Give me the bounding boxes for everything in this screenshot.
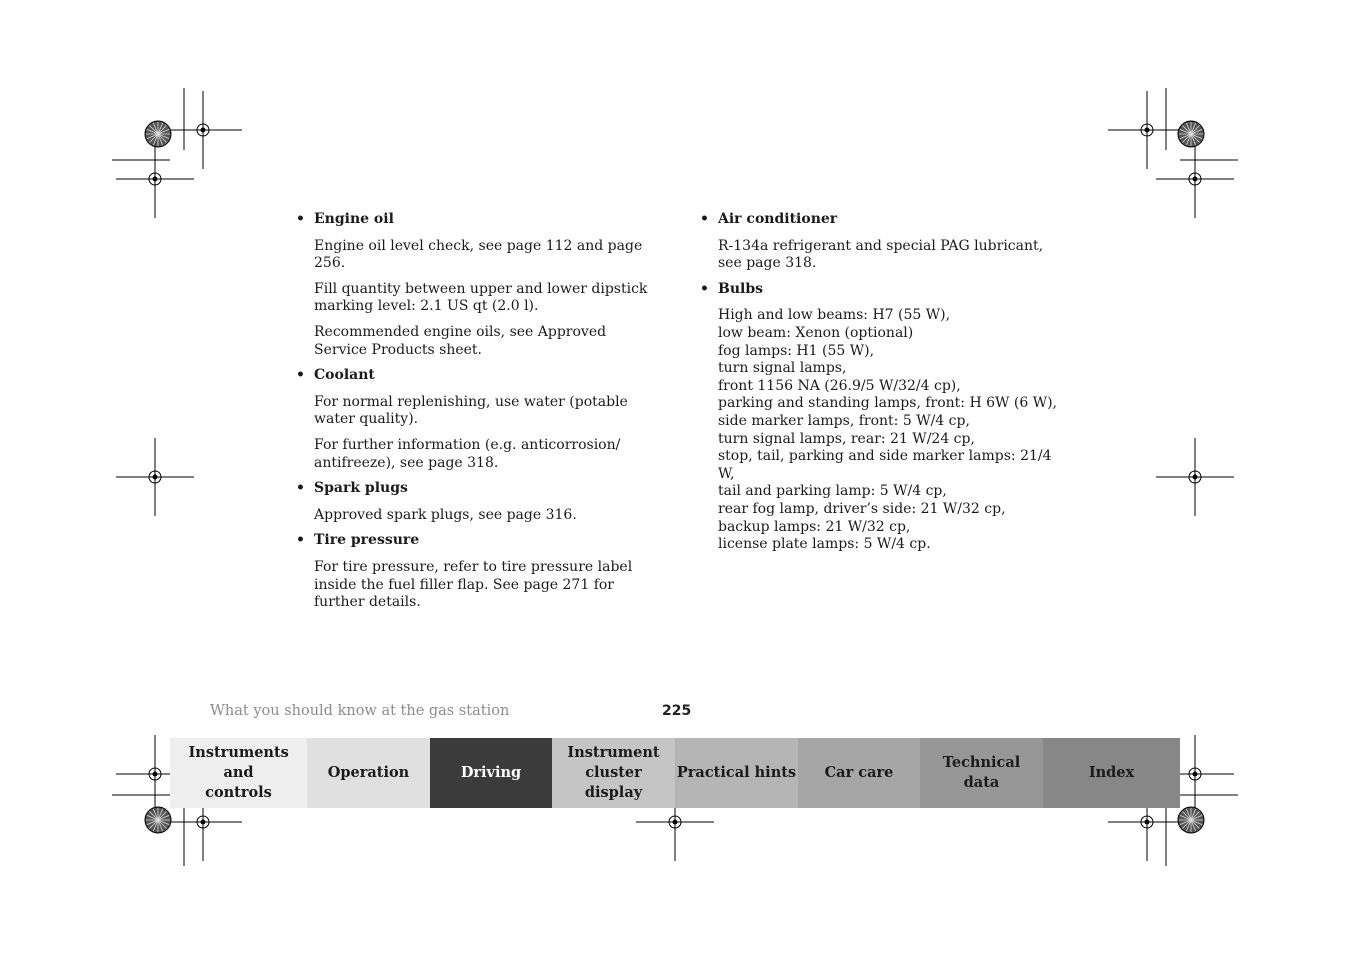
tab-label: Car care xyxy=(824,764,894,781)
tab-instrument-cluster-display[interactable] xyxy=(552,738,675,808)
spark-plugs-heading xyxy=(296,480,656,498)
bulb-line: low beam: Xenon (optional) xyxy=(718,324,914,341)
heading-text: Coolant xyxy=(314,367,375,384)
heading-text: Air conditioner xyxy=(718,211,838,227)
tab-label: Driving xyxy=(460,764,522,781)
bulb-line: turn signal lamps, xyxy=(718,360,847,377)
engine-oil-heading xyxy=(296,211,656,229)
bullet: • xyxy=(296,532,305,549)
tab-label: Technical data xyxy=(942,754,1021,791)
bullet: • xyxy=(296,367,305,384)
middle-marks xyxy=(116,438,1234,516)
bullet: • xyxy=(700,280,709,297)
engine-oil-recommended: Recommended engine oils, see Approved Service Products sheet. xyxy=(314,323,607,358)
tab-instruments-and-controls[interactable] xyxy=(170,738,307,808)
heading-text: Bulbs xyxy=(718,280,764,297)
heading-text: Spark plugs xyxy=(314,480,408,497)
section-title: What you should know at the gas station xyxy=(210,703,510,719)
bulb-line: tail and parking lamp: 5 W/4 cp, xyxy=(718,483,947,500)
left-column xyxy=(296,211,656,620)
tab-label: Practical hints xyxy=(676,764,797,781)
tab-label: Index xyxy=(1088,764,1135,781)
tire-pressure-info: For tire pressure, refer to tire pressure label inside the fuel filler flap. See page 271 for further details. xyxy=(314,558,633,611)
tab-label: Operation xyxy=(327,764,410,781)
engine-oil-fill-quantity: Fill quantity between upper and lower dipstick marking level: 2.1 US qt (2.0 l). xyxy=(314,280,648,315)
bulb-line: turn signal lamps, rear: 21 W/24 cp, xyxy=(718,430,975,447)
page-number: 225 xyxy=(662,703,692,719)
tire-pressure-heading xyxy=(296,532,656,550)
bulb-line: parking and standing lamps, front: H 6W (6 W), xyxy=(718,395,1057,412)
heading-text: Tire pressure xyxy=(314,532,420,549)
bulb-line: stop, tail, parking and side marker lamps: 21/4 W, xyxy=(718,448,1052,482)
bulbs-list xyxy=(700,307,1060,553)
tab-technical-data[interactable] xyxy=(920,738,1043,808)
tab-operation[interactable] xyxy=(307,738,430,808)
bulb-line: rear fog lamp, driver’s side: 21 W/32 cp, xyxy=(718,500,1006,517)
heading-text: Engine oil xyxy=(314,211,394,227)
chapter-tabs xyxy=(170,738,1180,808)
tab-index[interactable] xyxy=(1043,738,1180,808)
coolant-replenishing: For normal replenishing, use water (potable water quality). xyxy=(314,393,628,428)
bulb-line: High and low beams: H7 (55 W), xyxy=(718,307,951,324)
tab-label: Instrument cluster display xyxy=(567,744,660,801)
tab-car-care[interactable] xyxy=(798,738,920,808)
right-column xyxy=(700,211,1060,562)
tab-driving[interactable] xyxy=(430,738,552,808)
engine-oil-level-check: Engine oil level check, see page 112 and page 256. xyxy=(314,237,643,272)
bulb-line: backup lamps: 21 W/32 cp, xyxy=(718,518,911,535)
bulb-line: fog lamps: H1 (55 W), xyxy=(718,342,875,359)
bullet: • xyxy=(296,211,305,227)
bulbs-heading xyxy=(700,281,1060,299)
air-conditioner-heading xyxy=(700,211,1060,229)
bullet: • xyxy=(296,480,305,497)
tab-label: Instruments and controls xyxy=(188,744,289,801)
spark-plugs-approved: Approved spark plugs, see page 316. xyxy=(314,506,577,523)
air-conditioner-refrigerant: R-134a refrigerant and special PAG lubricant, see page 318. xyxy=(718,237,1044,272)
top-right-marks xyxy=(1108,88,1238,218)
bulb-line: side marker lamps, front: 5 W/4 cp, xyxy=(718,412,970,429)
bulb-line: front 1156 NA (26.9/5 W/32/4 cp), xyxy=(718,377,961,394)
coolant-heading xyxy=(296,367,656,385)
tab-practical-hints[interactable] xyxy=(675,738,798,808)
top-left-marks xyxy=(112,88,242,218)
bulb-line: license plate lamps: 5 W/4 cp. xyxy=(718,536,931,553)
coolant-further-info: For further information (e.g. anticorrosion/ antifreeze), see page 318. xyxy=(314,436,621,471)
bullet: • xyxy=(700,211,709,227)
